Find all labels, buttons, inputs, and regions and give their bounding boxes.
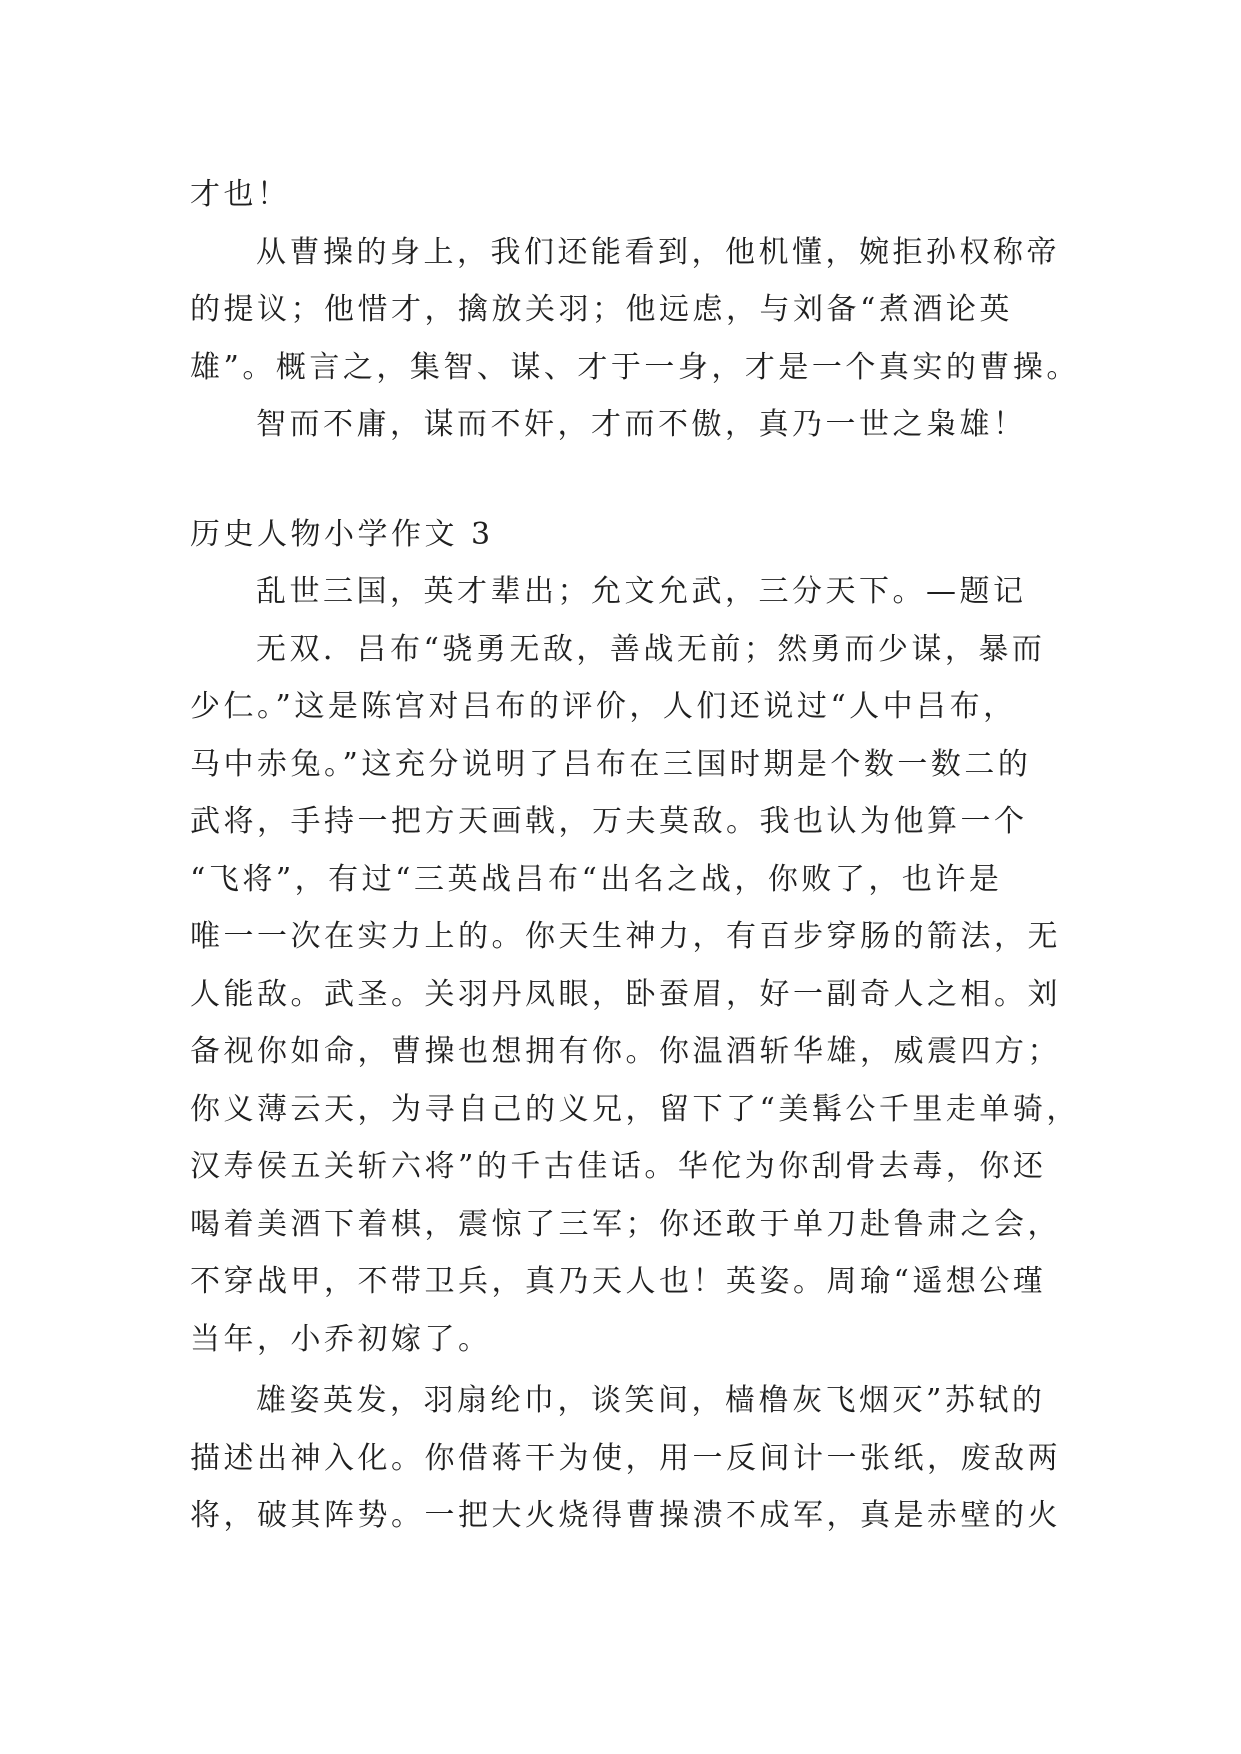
epigraph-line: 乱世三国，英才辈出；允文允武，三分天下。—题记 [256, 574, 1027, 609]
paragraph-line: 喝着美酒下着棋，震惊了三军；你还敢于单刀赴鲁肃之会， [190, 1206, 1061, 1242]
paragraph-line: 才也！ [190, 177, 291, 212]
paragraph-line: 不穿战甲，不带卫兵，真乃天人也！英姿。周瑜“遥想公瑾 [190, 1264, 1047, 1299]
paragraph-line: 的提议；他惜才，擒放关羽；他远虑，与刘备“煮酒论英 [190, 292, 1013, 327]
paragraph-line: 唯一一次在实力上的。你天生神力，有百步穿肠的箭法，无 [190, 919, 1061, 954]
section-title: 历史人物小学作文 3 [190, 516, 494, 552]
section-spacer [190, 454, 1070, 506]
paragraph-line: 从曹操的身上，我们还能看到，他机懂，婉拒孙权称帝 [256, 234, 1060, 270]
paragraph-line: 你义薄云天，为寻自己的义兄，留下了“美髯公千里走单骑， [190, 1091, 1080, 1127]
paragraph-line: “飞将”，有过“三英战吕布“出名之战，你败了，也许是 [190, 861, 1003, 897]
paragraph-line: 少仁。”这是陈宫对吕布的评价，人们还说过“人中吕布， [190, 689, 1017, 724]
paragraph-line: 雄”。概言之，集智、谋、才于一身，才是一个真实的曹操。 [190, 349, 1080, 385]
document-body [190, 166, 1080, 1545]
paragraph-line: 将，破其阵势。一把大火烧得曹操溃不成军，真是赤壁的火 [190, 1498, 1061, 1533]
paragraph-line: 当年，小乔初嫁了。 [190, 1321, 492, 1357]
paragraph-line: 备视你如命，曹操也想拥有你。你温酒斩华雄，威震四方； [190, 1034, 1061, 1069]
paragraph-line: 雄姿英发，羽扇纶巾，谈笑间，樯橹灰飞烟灭”苏轼的 [256, 1383, 1046, 1418]
paragraph-line: 无双．吕布“骁勇无敌，善战无前；然勇而少谋，暴而 [256, 631, 1046, 667]
paragraph-line: 汉寿侯五关斩六将”的千古佳话。华佗为你刮骨去毒，你还 [190, 1149, 1047, 1184]
paragraph-line: 描述出神入化。你借蒋干为使，用一反间计一张纸，废敌两 [190, 1440, 1061, 1476]
paragraph-line: 人能敌。武圣。关羽丹凤眼，卧蚕眉，好一副奇人之相。刘 [190, 976, 1061, 1012]
paragraph-line: 智而不庸，谋而不奸，才而不傲，真乃一世之枭雄！ [256, 407, 1027, 442]
paragraph-line: 武将，手持一把方天画戟，万夫莫敌。我也认为他算一个 [190, 804, 1028, 839]
paragraph-line: 马中赤兔。”这充分说明了吕布在三国时期是个数一数二的 [190, 746, 1032, 782]
